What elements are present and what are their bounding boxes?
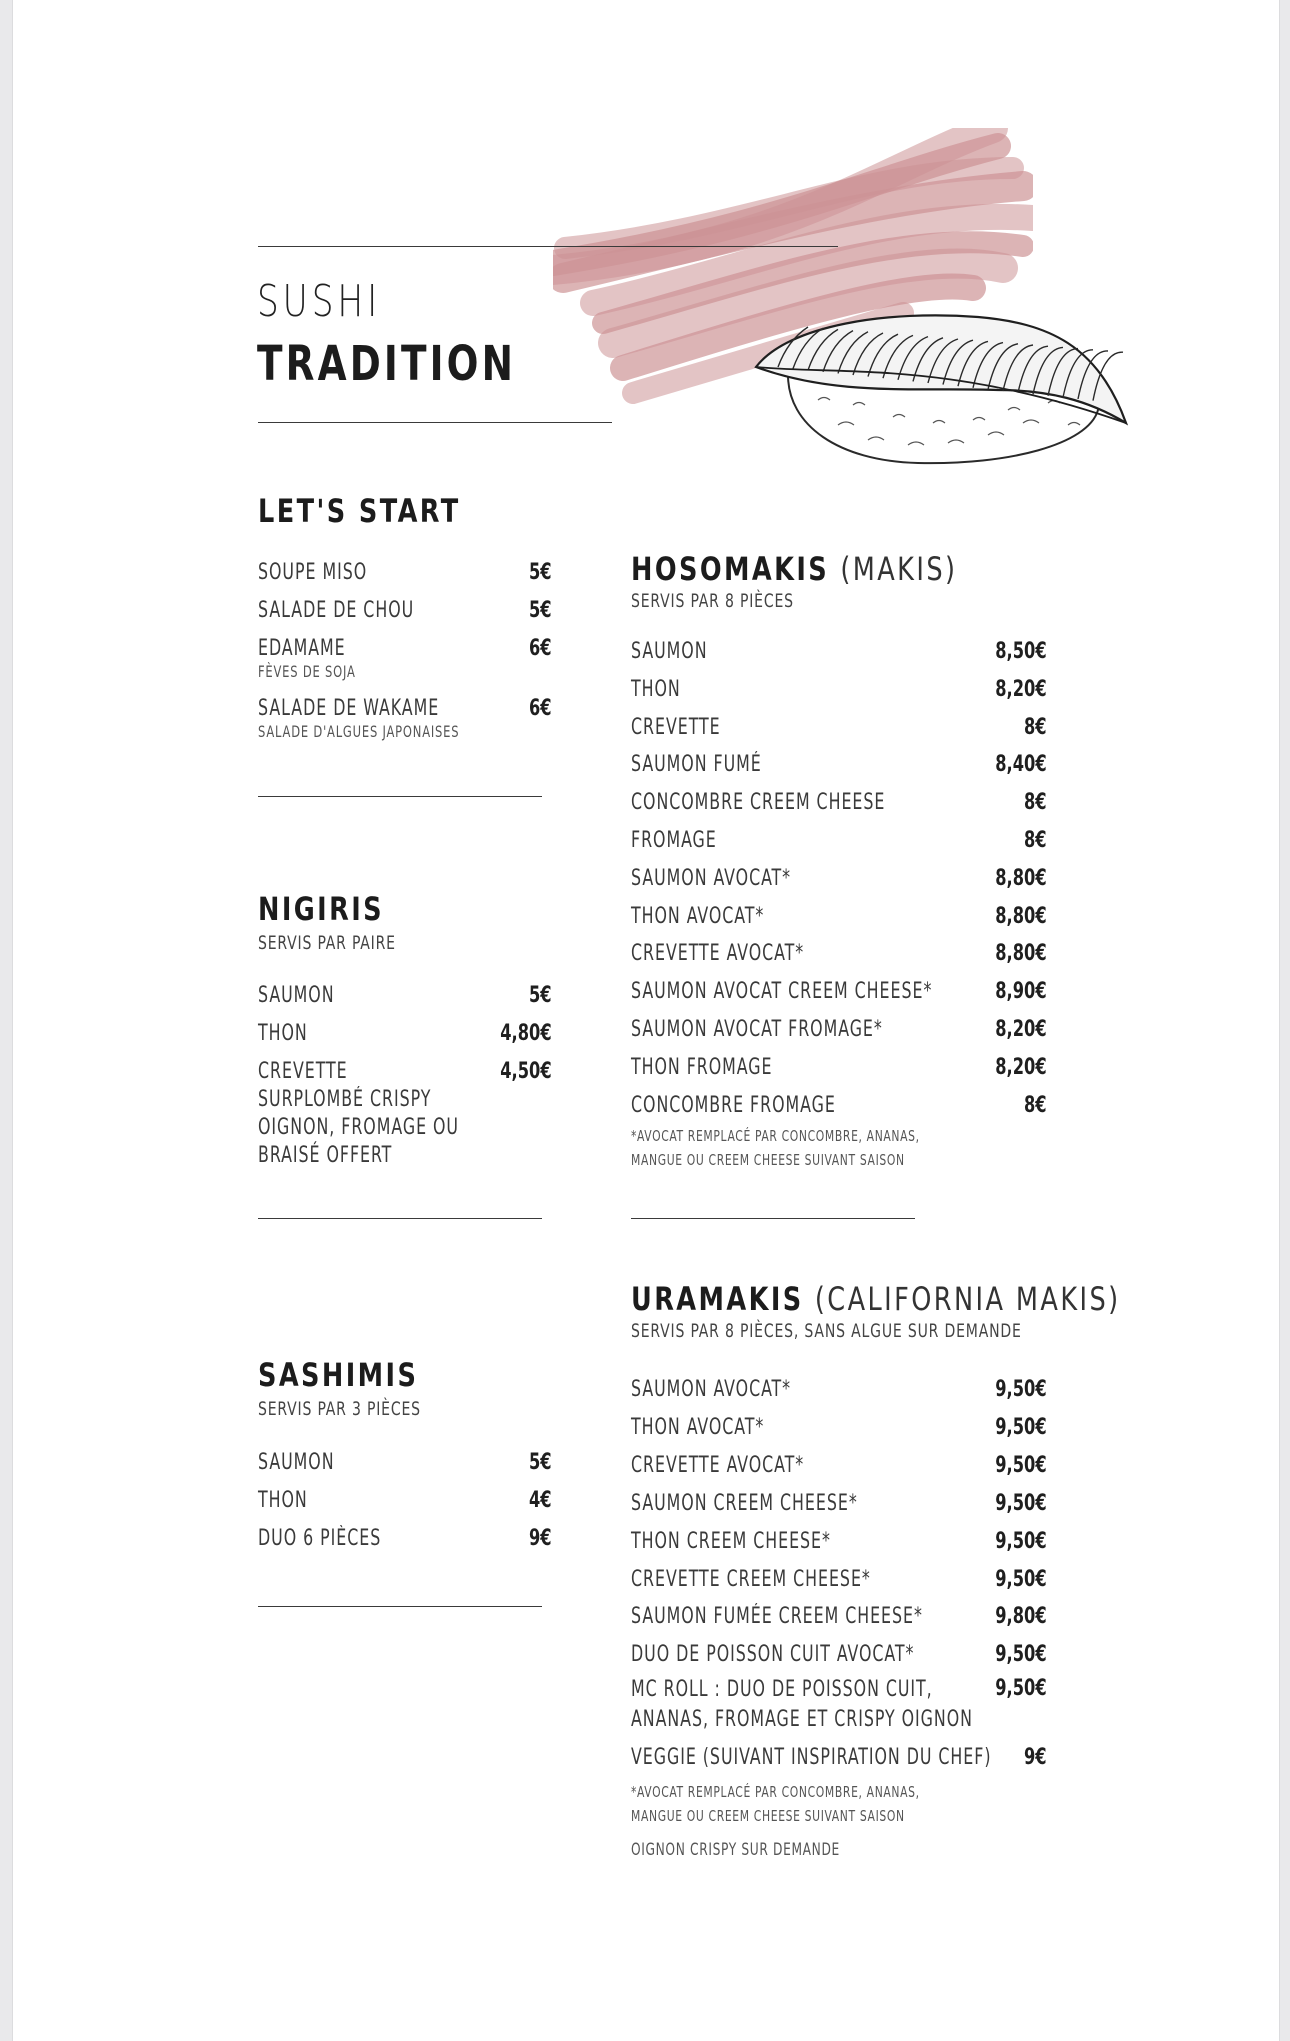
hosomakis-title (631, 550, 957, 588)
menu-item-veggie (631, 1745, 1047, 1773)
uramakis-note-line: MANGUE OU CREEM CHEESE SUIVANT SAISON (631, 1807, 905, 1825)
menu-item (631, 1017, 1047, 1045)
item-name: CREVETTE (631, 714, 721, 740)
sashimis-divider (258, 1606, 542, 1607)
nigiris-title: NIGIRIS (258, 890, 384, 928)
item-price: 5€ (529, 598, 552, 623)
nigiri-crevette-note-line: BRAISÉ OFFERT (258, 1143, 393, 1168)
menu-item (631, 1491, 1047, 1519)
item-price: 9,50€ (995, 1490, 1047, 1516)
menu-item (258, 1450, 552, 1478)
nigiris-subtitle: SERVIS PAR PAIRE (258, 932, 396, 954)
menu-item (631, 828, 1047, 856)
item-name: CREVETTE AVOCAT* (631, 1452, 805, 1478)
item-name: VEGGIE (SUIVANT INSPIRATION DU CHEF) (631, 1745, 992, 1770)
uramakis-title-light: (CALIFORNIA MAKIS) (814, 1280, 1121, 1318)
item-price: 9€ (529, 1526, 552, 1551)
uramakis-subtitle: SERVIS PAR 8 PIÈCES, SANS ALGUE SUR DEMANDE (631, 1320, 1022, 1342)
item-name: THON (258, 1021, 308, 1046)
hosomakis-title-bold: HOSOMAKIS (631, 550, 830, 588)
item-name: SAUMON AVOCAT* (631, 1377, 792, 1402)
item-price: 8€ (1024, 828, 1047, 853)
item-name: CREVETTE AVOCAT* (631, 941, 805, 967)
menu-item (631, 715, 1047, 743)
item-price: 9,50€ (995, 1377, 1047, 1402)
item-price: 4,80€ (500, 1021, 552, 1046)
menu-item (258, 696, 552, 741)
item-name: THON AVOCAT* (631, 903, 765, 929)
item-price: 4€ (529, 1488, 552, 1513)
item-price: 9,50€ (995, 1566, 1047, 1592)
item-name: SAUMON (258, 983, 335, 1008)
sashimis-subtitle: SERVIS PAR 3 PIÈCES (258, 1398, 421, 1420)
menu-item (631, 1093, 1047, 1121)
item-name: THON AVOCAT* (631, 1414, 765, 1440)
item-price: 9,50€ (995, 1642, 1047, 1668)
menu-item (258, 1526, 552, 1554)
item-price: 8,20€ (995, 1054, 1047, 1080)
uramakis-title-bold: URAMAKIS (631, 1280, 804, 1318)
item-name: THON (258, 1488, 308, 1513)
item-name: SAUMON AVOCAT CREEM CHEESE* (631, 979, 933, 1005)
mc-roll-price-row (631, 1676, 1047, 1704)
menu-item (631, 1567, 1047, 1595)
menu-item (631, 790, 1047, 818)
menu-item (631, 904, 1047, 932)
item-price: 5€ (529, 1450, 552, 1475)
item-price: 9,50€ (995, 1528, 1047, 1554)
menu-item (631, 1055, 1047, 1083)
menu-item (258, 1059, 552, 1087)
menu-item (258, 1021, 552, 1049)
item-price: 5€ (529, 560, 552, 585)
mc-roll-line: ANANAS, FROMAGE ET CRISPY OIGNON (631, 1707, 973, 1732)
menu-item (631, 1377, 1047, 1405)
item-price: 8,80€ (995, 941, 1047, 967)
item-price: 9€ (1024, 1745, 1047, 1770)
hosomakis-subtitle: SERVIS PAR 8 PIÈCES (631, 590, 794, 612)
item-price: 8,40€ (995, 752, 1047, 778)
item-name: CREVETTE (258, 1059, 348, 1084)
item-name: SALADE DE CHOU (258, 598, 415, 623)
hosomakis-title-light: (MAKIS) (840, 550, 958, 588)
menu-item (631, 941, 1047, 969)
menu-item (258, 636, 552, 681)
nigiri-crevette-note (258, 1086, 459, 1170)
sashimis-title: SASHIMIS (258, 1356, 419, 1394)
item-description: SALADE D'ALGUES JAPONAISES (258, 722, 460, 741)
nigiri-crevette-note-line: OIGNON, FROMAGE OU (258, 1115, 459, 1140)
nigiri-sketch-icon (748, 305, 1138, 475)
item-name: FROMAGE (631, 828, 717, 853)
uramakis-note-line: *AVOCAT REMPLACÉ PAR CONCOMBRE, ANANAS, (631, 1783, 920, 1801)
item-price: 8,90€ (995, 979, 1047, 1005)
menu-item (258, 598, 552, 626)
hosomakis-note-line: MANGUE OU CREEM CHEESE SUIVANT SAISON (631, 1151, 905, 1169)
menu-item (631, 1453, 1047, 1481)
page-title-line2: TRADITION (257, 336, 517, 392)
item-price: 8,80€ (995, 865, 1047, 891)
item-name: THON CREEM CHEESE* (631, 1528, 831, 1554)
item-name: THON FROMAGE (631, 1054, 773, 1080)
hosomakis-divider (631, 1218, 915, 1219)
menu-item (631, 752, 1047, 780)
lets-start-divider (258, 796, 542, 797)
item-name: DUO DE POISSON CUIT AVOCAT* (631, 1642, 915, 1668)
item-price: 8€ (1024, 714, 1047, 740)
menu-page (12, 0, 1280, 2041)
menu-item (258, 1488, 552, 1516)
item-price: 6€ (529, 696, 552, 721)
item-name: SAUMON AVOCAT FROMAGE* (631, 1017, 883, 1042)
item-name: CREVETTE CREEM CHEESE* (631, 1566, 871, 1592)
nigiris-divider (258, 1218, 542, 1219)
menu-item (631, 979, 1047, 1007)
item-price: 8,80€ (995, 903, 1047, 929)
mc-roll-line: MC ROLL : DUO DE POISSON CUIT, (631, 1677, 933, 1702)
item-name: DUO 6 PIÈCES (258, 1526, 382, 1551)
mc-roll-price: 9,50€ (995, 1676, 1047, 1701)
item-price: 9,50€ (995, 1452, 1047, 1478)
header-rule-bottom (258, 422, 612, 423)
item-name: THON (631, 676, 681, 702)
item-name: SAUMON CREEM CHEESE* (631, 1490, 858, 1516)
menu-item (631, 1642, 1047, 1670)
item-price: 9,80€ (995, 1604, 1047, 1630)
menu-item (631, 639, 1047, 667)
uramakis-title (631, 1280, 1120, 1318)
item-name: SAUMON (258, 1450, 335, 1475)
lets-start-title: LET'S START (258, 492, 461, 530)
item-price: 8,20€ (995, 1017, 1047, 1042)
uramakis-footer-note: OIGNON CRISPY SUR DEMANDE (631, 1840, 840, 1860)
nigiri-crevette-note-line: SURPLOMBÉ CRISPY (258, 1087, 432, 1112)
header-rule-top (258, 246, 838, 247)
item-name: SALADE DE WAKAME (258, 696, 440, 721)
item-price: 8,20€ (995, 676, 1047, 702)
item-name: EDAMAME (258, 636, 346, 661)
hosomakis-note-line: *AVOCAT REMPLACÉ PAR CONCOMBRE, ANANAS, (631, 1127, 920, 1145)
menu-item (631, 1415, 1047, 1443)
menu-item (631, 1604, 1047, 1632)
item-name: SAUMON FUMÉ (631, 752, 762, 778)
menu-item (258, 560, 552, 588)
menu-item (631, 866, 1047, 894)
menu-item (258, 983, 552, 1011)
item-price: 9,50€ (995, 1414, 1047, 1440)
menu-item (631, 1529, 1047, 1557)
item-name: SOUPE MISO (258, 560, 368, 585)
page-title-line1: SUSHI (257, 276, 382, 327)
item-name: SAUMON (631, 639, 708, 664)
item-price: 8€ (1024, 790, 1047, 816)
item-name: SAUMON FUMÉE CREEM CHEESE* (631, 1604, 923, 1630)
item-price: 8€ (1024, 1092, 1047, 1118)
item-name: CONCOMBRE CREEM CHEESE (631, 790, 886, 816)
item-price: 6€ (529, 636, 552, 661)
item-description: FÈVES DE SOJA (258, 662, 356, 681)
menu-item (631, 677, 1047, 705)
item-price: 5€ (529, 983, 552, 1008)
item-name: CONCOMBRE FROMAGE (631, 1092, 836, 1118)
item-price: 4,50€ (500, 1059, 552, 1084)
item-name: SAUMON AVOCAT* (631, 865, 792, 891)
item-price: 8,50€ (995, 639, 1047, 664)
